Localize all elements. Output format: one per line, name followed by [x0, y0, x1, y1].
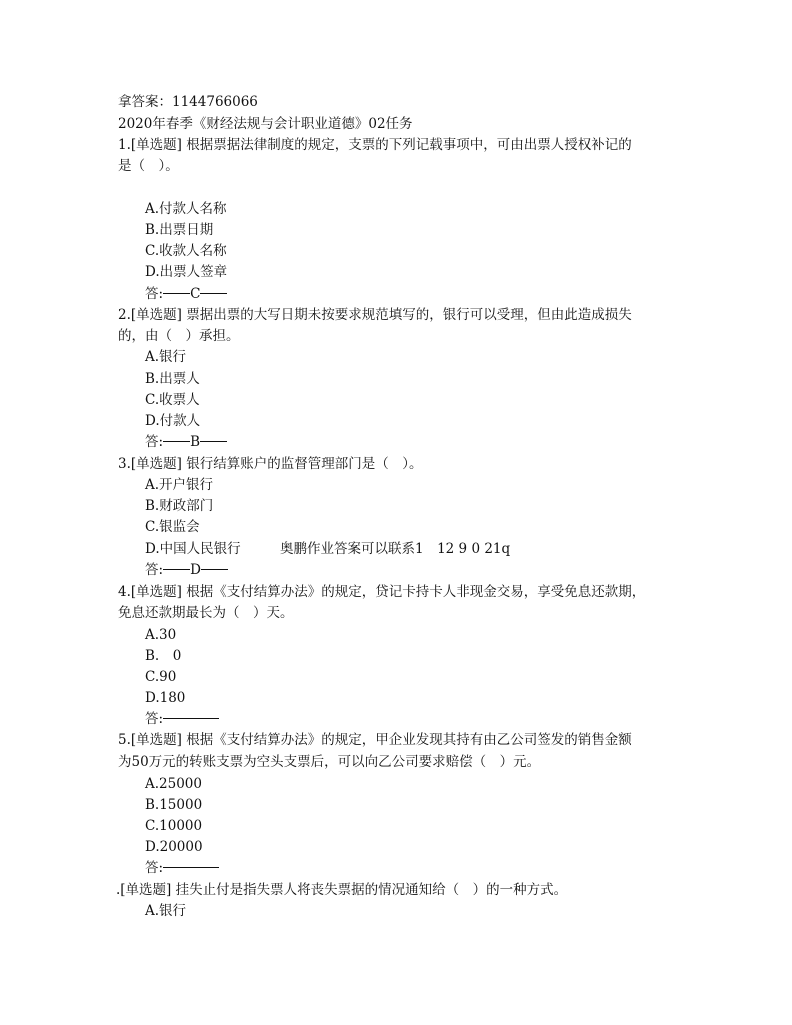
question-text-cont: 免息还款期最长为（ ）天。: [118, 605, 294, 621]
answer-prefix: 答:: [145, 711, 164, 727]
question-text: 5.[单选题] 根据《支付结算办法》的规定，甲企业发现其持有由乙公司签发的销售金额: [118, 732, 632, 748]
option-a: A.银行: [145, 903, 187, 919]
answer-row: [145, 561, 228, 579]
option-a: A.开户银行: [145, 477, 214, 493]
option-b: B.财政部门: [145, 498, 214, 514]
option-d: D.出票人签章: [145, 264, 228, 280]
option-b: B. 0: [145, 648, 182, 664]
question-text-cont: 的，由（ ）承担。: [118, 328, 240, 344]
option-d: D.20000: [145, 839, 203, 855]
option-a: A.25000: [145, 776, 202, 792]
answer-row: [145, 710, 219, 728]
document-title: 2020年春季《财经法规与会计职业道德》02任务: [118, 116, 413, 132]
answer-prefix: 答:: [145, 286, 164, 302]
option-d: D.中国人民银行: [145, 541, 241, 557]
answer-line-left: [163, 441, 190, 442]
answer-letter: C: [190, 286, 201, 302]
question-text: 4.[单选题] 根据《支付结算办法》的规定，贷记卡持卡人非现金交易，享受免息还款期，: [118, 584, 646, 600]
answer-line-left: [163, 569, 190, 570]
answer-blank-line: [163, 718, 219, 719]
option-a: A.30: [145, 627, 177, 643]
option-a: A.银行: [145, 349, 187, 365]
answer-line-left: [163, 293, 190, 294]
answer-letter: B: [190, 434, 200, 450]
answer-prefix: 答:: [145, 562, 164, 578]
question-text-cont: 为50万元的转账支票为空头支票后，可以向乙公司要求赔偿（ ）元。: [118, 754, 541, 770]
answer-letter: D: [190, 562, 201, 578]
option-b: B.出票人: [145, 371, 200, 387]
option-b: B.15000: [145, 797, 203, 813]
option-c: C.银监会: [145, 519, 200, 535]
answer-line-right: [200, 441, 227, 442]
answer-row: [145, 285, 227, 303]
option-a: A.付款人名称: [145, 201, 227, 217]
option-c: C.收款人名称: [145, 243, 227, 259]
answer-blank-line: [163, 867, 219, 868]
answer-line-right: [200, 293, 227, 294]
answer-prefix: 答:: [145, 860, 164, 876]
answer-prefix: 答:: [145, 434, 164, 450]
answer-line-right: [201, 569, 228, 570]
option-d: D.180: [145, 690, 186, 706]
contact-note: 奥鹏作业答案可以联系1 12 9 0 21q: [280, 541, 511, 557]
option-c: C.10000: [145, 818, 203, 834]
question-text-cont: 是（ ）。: [118, 158, 179, 174]
question-text: 3.[单选题] 银行结算账户的监督管理部门是（ ）。: [118, 456, 423, 472]
option-c: C.90: [145, 669, 177, 685]
question-text: 1.[单选题] 根据票据法律制度的规定，支票的下列记载事项中，可由出票人授权补记的: [118, 137, 632, 153]
option-c: C.收票人: [145, 392, 200, 408]
answer-row: [145, 433, 227, 451]
answer-row: [145, 859, 219, 877]
option-d: D.付款人: [145, 413, 201, 429]
option-b: B.出票日期: [145, 222, 214, 238]
question-text: 2.[单选题] 票据出票的大写日期未按要求规范填写的，银行可以受理，但由此造成损失: [118, 307, 632, 323]
contact-line: 拿答案：1144766066: [118, 94, 258, 110]
question-text: .[单选题] 挂失止付是指失票人将丧失票据的情况通知给（ ）的一种方式。: [116, 882, 568, 898]
